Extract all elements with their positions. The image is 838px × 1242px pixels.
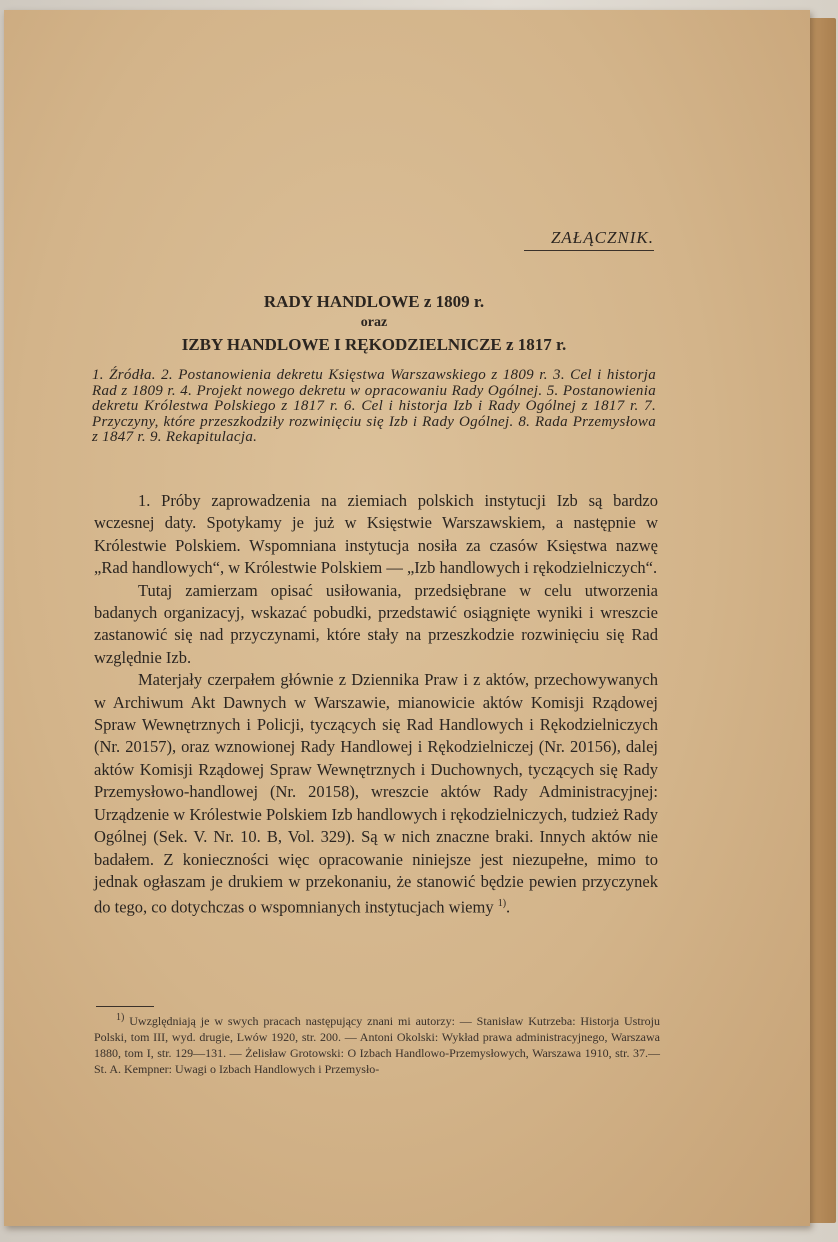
paragraph-3-text: Materjały czerpałem głównie z Dziennika Praw i z aktów, przechowywanych w Archiwum Akt Dawnych w Warszawie, mianowicie aktów Komisji Rządowej Spraw Wewnętrznych i Policji, tyczących się Rad Handlowych i Rękodzielniczych (Nr. 20157), oraz wznowionej Rady Handlowej i Rękodzielniczej (Nr. 20156), dalej aktów Komisji Rządowej Spraw Wewnętrznych i Duchownych, tyczących się Rady Przemysłowo-handlowej (Nr. 20158), wreszcie aktów Rady Administracyjnej: Urządzenie w Królestwie Polskiem Izb handlowych i rękodzielniczych, tudzież Rady Ogólnej (Sek. V. Nr. 10. B, Vol. 329). Są w nich znaczne braki. Innych aktów nie badałem. Z konieczności więc opracowanie niniejsze jest niezupełne, mimo to jednak ogłaszam je drukiem w przekonaniu, że stanowić będzie pewien przyczynek do tego, co dotychczas o wspomnianych instytucjach wiemy	[94, 670, 658, 917]
footnote-text: Uwzględniają je w swych pracach następujący znani mi autorzy: — Stanisław Kutrzeba: Historja Ustroju Polski, tom III, wyd. drugie, Lwów 1920, str. 200. — Antoni Okolski: Wykład prawa administracyjnego, Warszawa 1880, tom I, str. 129—131. — Żelisław Grotowski: O Izbach Handlowo-Przemysłowych, Warszawa 1910, str. 37.—St. A. Kempner: Uwagi o Izbach Handlowych i Przemysło-	[94, 1014, 660, 1076]
footnote-reference: 1)	[497, 898, 507, 910]
document-page	[4, 10, 810, 1226]
paragraph-2: Tutaj zamierzam opisać usiłowania, przedsiębrane w celu utworzenia badanych organizacyj, wskazać pobudki, przedstawić osiągnięte wyniki i wreszcie zastanowić się nad przyczynami, które stały na przeszkodzie rozwinięciu się Rad względnie Izb.	[94, 580, 658, 667]
paragraph-3-end: .	[506, 897, 511, 917]
footnote	[94, 1010, 660, 1077]
title-line-1: RADY HANDLOWE z 1809 r.	[263, 292, 485, 311]
paragraph-1: 1. Próby zaprowadzenia na ziemiach polskich instytucji Izb są bardzo wczesnej daty. Spotykamy je już w Księstwie Warszawskiem, a następnie w Królestwie Polskiem. Wspomniana instytucja nosiła za czasów Księstwa nazwę „Rad handlowych“, w Królestwie Polskiem — „Izb handlowych i rękodzielniczych“.	[94, 491, 658, 578]
footnote-mark: 1)	[116, 1012, 125, 1023]
footnote-rule	[96, 1006, 154, 1007]
chapter-summary: 1. Źródła. 2. Postanowienia dekretu Księstwa Warszawskiego z 1809 r. 3. Cel i historja Rad z 1809 r. 4. Projekt nowego dekretu w opracowaniu Rady Ogólnej. 5. Postanowienia dekretu Królestwa Polskiego z 1817 r. 6. Cel i historja Izb i Rady Ogólnej z 1817 r. 7. Przyczyny, które przeszkodziły rozwinięciu się Izb i Rady Ogólnej. 8. Rada Przemysłowa z 1847 r. 9. Rekapitulacja.	[92, 367, 656, 445]
title-line-2: oraz	[360, 315, 388, 330]
paragraph-3	[94, 669, 658, 919]
main-text	[94, 490, 658, 919]
title-line-3: IZBY HANDLOWE I RĘKODZIELNICZE z 1817 r.	[181, 335, 567, 354]
appendix-label: ZAŁĄCZNIK.	[524, 228, 654, 251]
